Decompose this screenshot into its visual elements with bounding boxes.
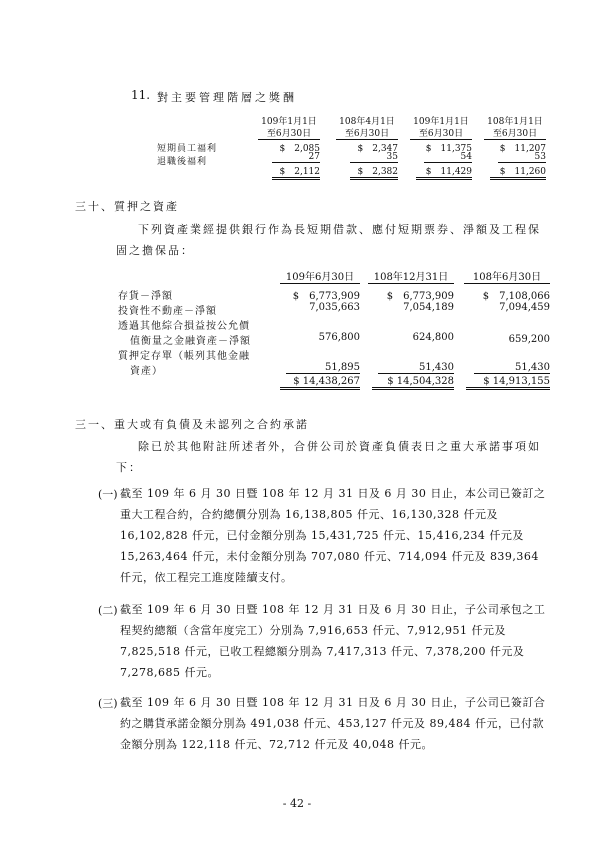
sec30-col-header-2: 108年12月31日	[368, 268, 454, 284]
page-number: - 42 -	[282, 797, 312, 810]
section-30-intro: 下列資產業經提供銀行作為長短期借款、應付短期票券、淨額及工程保固之擔保品：	[116, 223, 541, 257]
section-31-heading: 三一、重大或有負債及未認列之合約承諾	[75, 418, 309, 431]
section-11-heading: 對主要管理階層之獎酬	[157, 91, 297, 104]
section-11-number: 11.	[131, 88, 151, 102]
section-30-heading: 三十、質押之資產	[75, 200, 179, 213]
sec30-col-header-3: 108年6月30日	[464, 268, 550, 284]
sec30-col-header-1: 109年6月30日	[280, 268, 360, 284]
section-31-intro: 除已於其他附註所述者外，合併公司於資產負債表日之重大承諾事項如下：	[116, 440, 541, 474]
